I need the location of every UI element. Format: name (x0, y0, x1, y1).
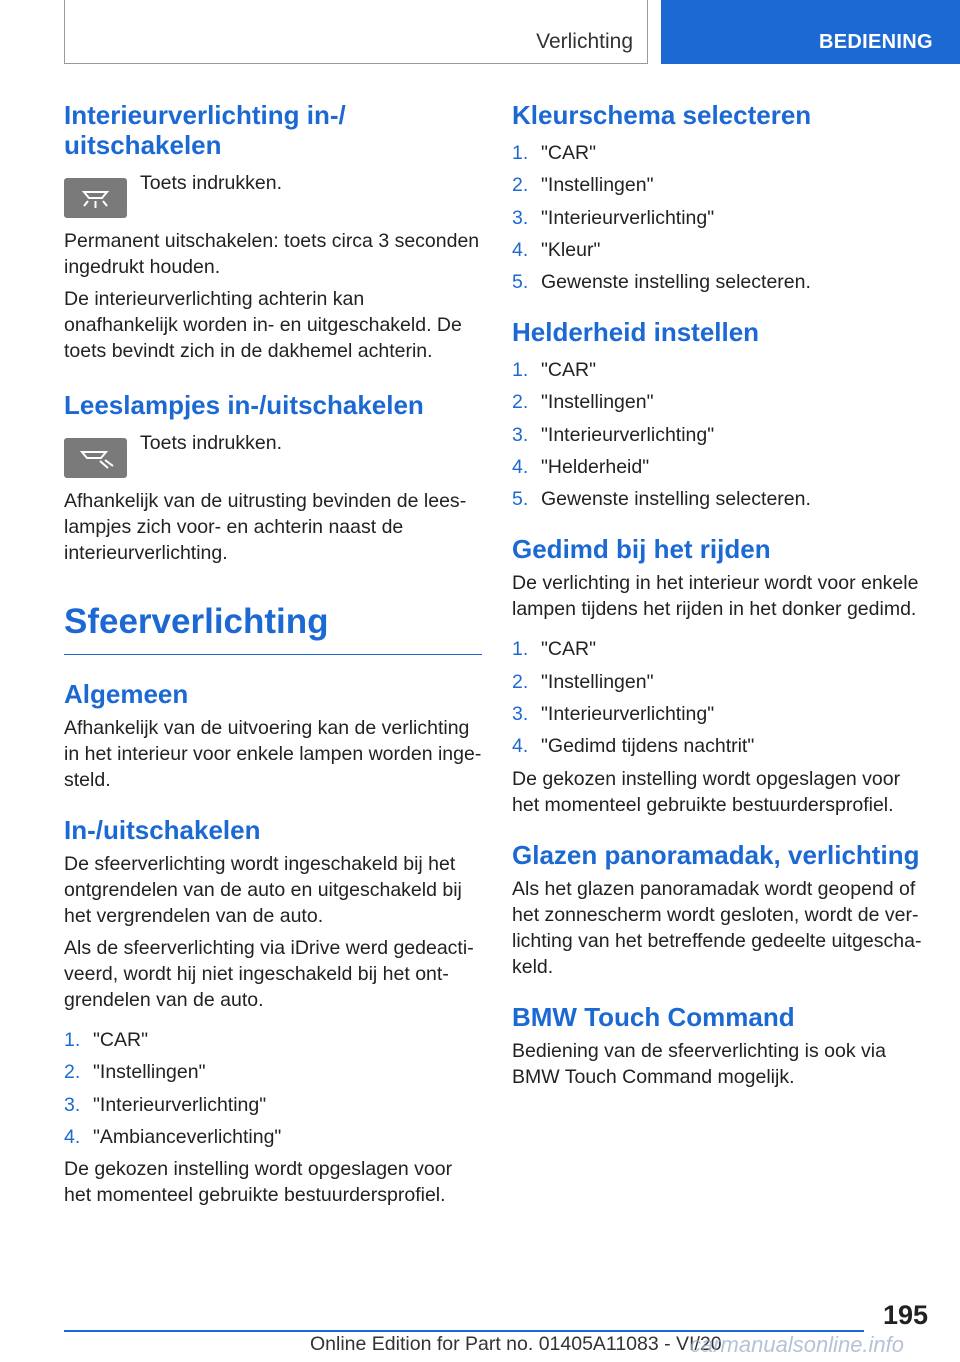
list-item: 2. "Instellingen" (512, 391, 654, 414)
list-item: 4. "Helderheid" (512, 456, 650, 479)
list-item: 2. "Instellingen" (512, 670, 654, 693)
heading-leeslampjes: Leeslampjes in-/uitschakelen (64, 390, 424, 420)
footer-edition: Online Edition for Part no. 01405A11083 - VI/20 (310, 1333, 722, 1355)
inuit-paragraph-1: De sfeerverlichting wordt ingeschakeld bij het ontgrendelen van de auto en uitgeschakeld bij het vergrendelen van de auto. (64, 853, 462, 927)
inuit-paragraph-2: Als de sfeerverlichting via iDrive werd gedeactiveerd, wordt hij niet ingeschakeld bij het ontgrendelen van de auto. (64, 937, 474, 1011)
left-column (64, 100, 482, 1208)
lees-key-text: Toets indrukken. (140, 432, 282, 454)
interieur-key-text: Toets indrukken. (140, 172, 282, 194)
algemeen-paragraph: Afhankelijk van de uitvoering kan de verlichting in het interieur voor enkele lampen worden ingesteld. (64, 717, 482, 791)
list-item: 3. "Interieurverlichting" (512, 423, 715, 446)
heading-algemeen: Algemeen (64, 679, 189, 709)
heading-interieur: Interieurverlichting in-/ uitschakelen (64, 100, 346, 160)
interieur-paragraph-1: Permanent uitschakelen: toets circa 3 seconden ingedrukt houden. (64, 230, 480, 278)
right-column (512, 100, 932, 1090)
watermark-logo: carmanualsonline.info (690, 1332, 905, 1357)
reading-light-icon (64, 438, 127, 478)
heading-sfeerverlichting: Sfeerverlichting (64, 602, 482, 655)
list-item: 5. Gewenste instelling selecteren. (512, 488, 811, 511)
list-item: 1. "CAR" (512, 638, 597, 661)
list-item: 4. "Ambianceverlichting" (64, 1125, 282, 1148)
helder-steps-list (512, 357, 932, 512)
lees-key-row (64, 430, 482, 478)
list-item: 2. "Instellingen" (512, 174, 654, 197)
list-item: 3. "Interieurverlichting" (512, 702, 715, 725)
heading-helderheid: Helderheid instellen (512, 317, 760, 348)
inuit-paragraph-3: De gekozen instelling wordt opgeslagen voor het momenteel gebruikte bestuurdersprofiel. (64, 1158, 453, 1207)
inuit-steps-list (64, 1027, 482, 1150)
header-section-title: Verlichting (536, 30, 633, 53)
list-item: 2. "Instellingen" (64, 1061, 206, 1084)
heading-touch-command: BMW Touch Command (512, 1001, 795, 1032)
heading-kleurschema: Kleurschema selecteren (512, 100, 812, 130)
header-section-box (64, 0, 648, 64)
interieur-paragraph-2: De interieurverlichting achterin kan onafhankelijk worden in- en uitgeschakeld. De toets bevindt zich in de dakhemel achterin. (64, 288, 462, 362)
list-item: 1. "CAR" (64, 1029, 149, 1051)
list-item: 3. "Interieurverlichting" (512, 206, 715, 229)
list-item: 1. "CAR" (512, 142, 597, 164)
list-item: 4. "Gedimd tijdens nachtrit" (512, 735, 755, 758)
touch-paragraph: Bediening van de sfeerverlichting is ook via BMW Touch Command mogelijk. (512, 1039, 886, 1088)
interior-light-icon (64, 178, 127, 218)
gedimd-steps-list (512, 636, 932, 759)
list-item: 4. "Kleur" (512, 238, 601, 261)
heading-in-uitschakelen: In-/uitschakelen (64, 815, 261, 845)
header-chapter-title: BEDIENING (819, 31, 933, 53)
interieur-key-row (64, 170, 482, 218)
list-item: 3. "Interieurverlichting" (64, 1093, 267, 1116)
heading-glazen-panoramadak: Glazen panoramadak, verlichting (512, 839, 920, 870)
lees-paragraph-1: Afhankelijk van de uitrusting bevinden de leeslampjes zich voor- en achterin naast de interieurverlichting. (64, 490, 467, 564)
gedimd-paragraph-1: De verlichting in het interieur wordt voor enkele lampen tijdens het rijden in het donker gedimd. (512, 572, 919, 621)
page-number: 195 (882, 1300, 928, 1330)
heading-gedimd: Gedimd bij het rijden (512, 534, 771, 565)
header-chapter-tab (661, 0, 960, 64)
glazen-paragraph: Als het glazen panoramadak wordt geopend of het zonnescherm wordt gesloten, wordt de verlichting van het betreffende gedeelte uitgeschakeld. (512, 877, 922, 978)
kleur-steps-list (512, 140, 932, 295)
list-item: 1. "CAR" (512, 359, 597, 382)
list-item: 5. Gewenste instelling selecteren. (512, 271, 811, 294)
gedimd-paragraph-2: De gekozen instelling wordt opgeslagen voor het momenteel gebruikte bestuurdersprofiel. (512, 767, 901, 816)
